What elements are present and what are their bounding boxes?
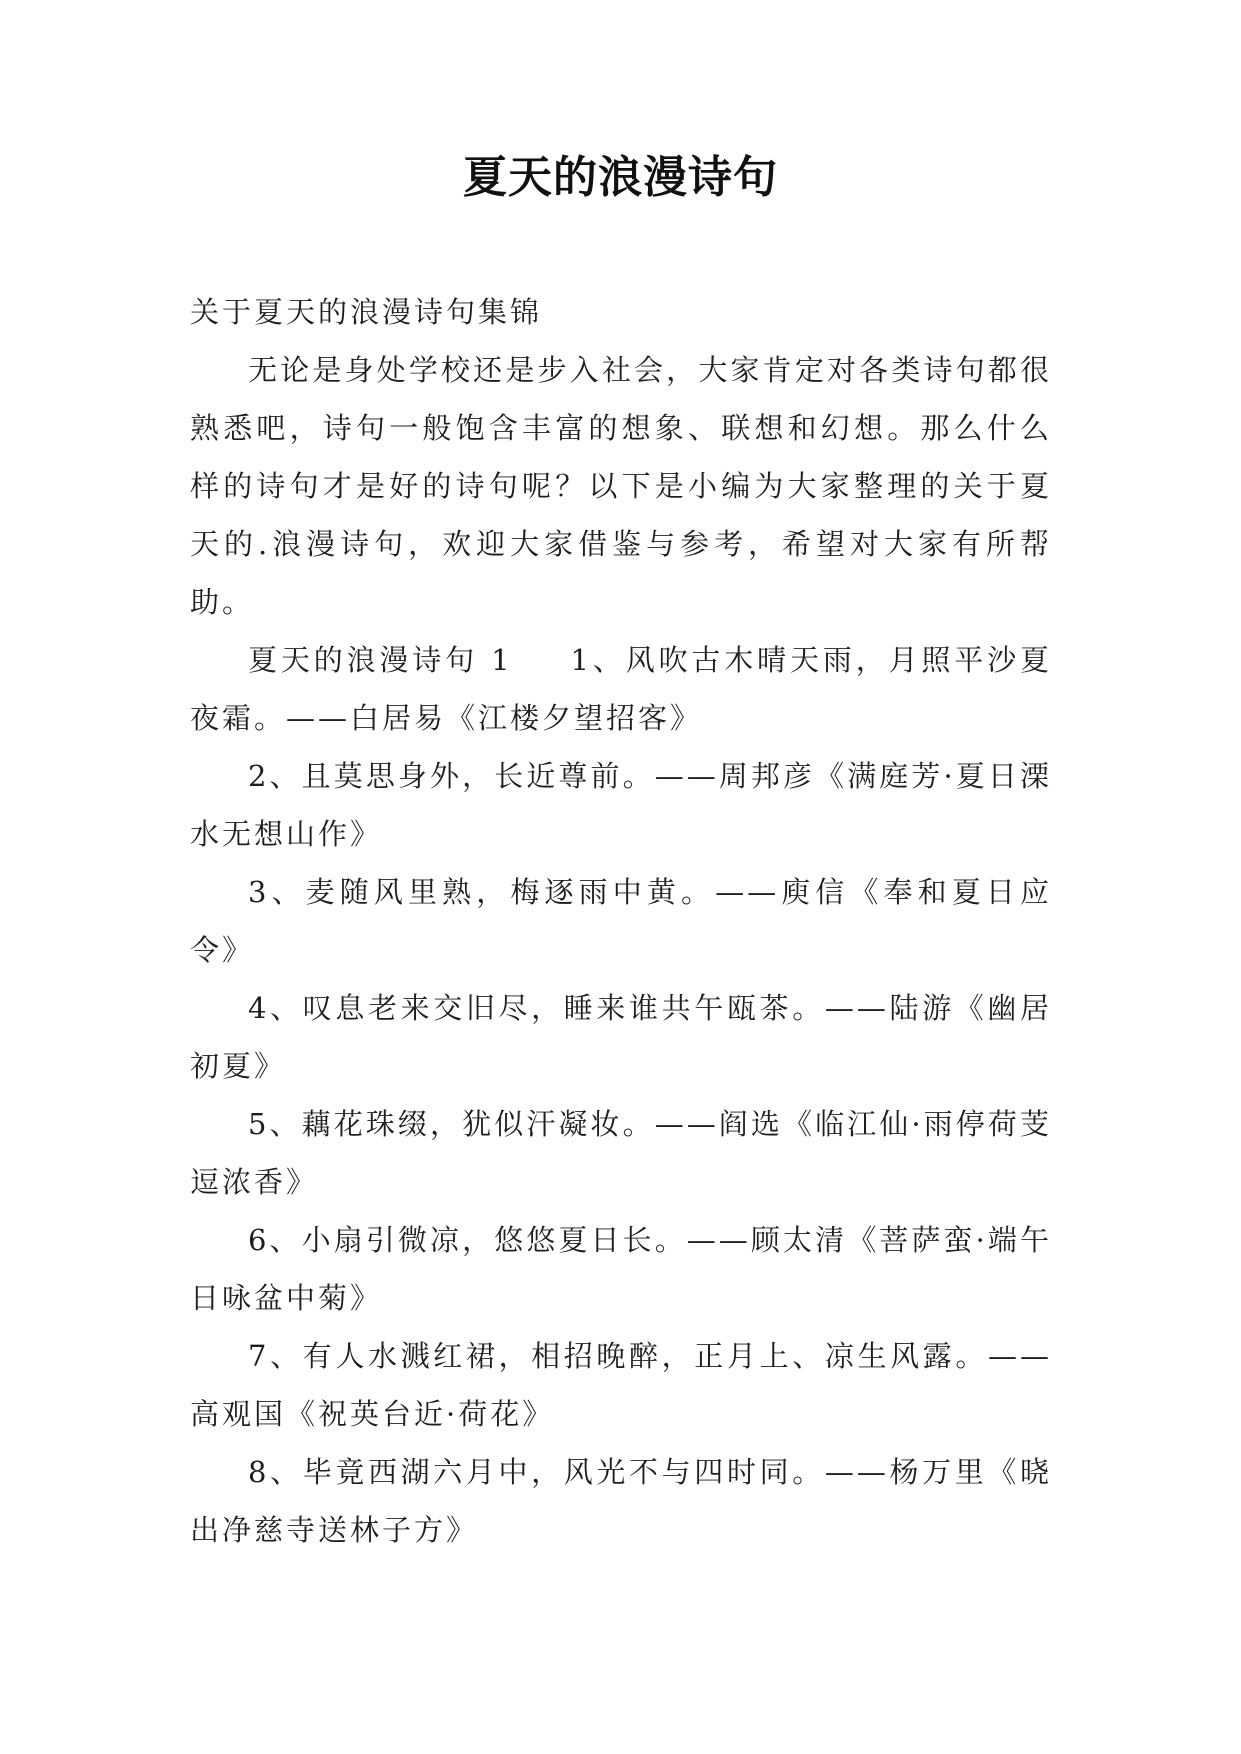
document-subheading: 关于夏天的浪漫诗句集锦 (190, 295, 543, 329)
poem-line: 2、且莫思身外，长近尊前。——周邦彦《满庭芳·夏日溧水无想山作》 (190, 759, 1052, 851)
poem-line: 1、风吹古木晴天雨，月照平沙夏夜霜。——白居易《江楼夕望招客》 (190, 643, 1053, 735)
document-body (190, 283, 1052, 1559)
poem-line: 8、毕竟西湖六月中，风光不与四时同。——杨万里《晓出净慈寺送林子方》 (190, 1455, 1052, 1547)
poem-line: 4、叹息老来交旧尽，睡来谁共午瓯茶。——陆游《幽居初夏》 (190, 991, 1052, 1083)
poem-line: 7、有人水溅红裙，相招晚醉，正月上、凉生风露。——高观国《祝英台近·荷花》 (190, 1339, 1052, 1431)
intro-paragraph: 无论是身处学校还是步入社会，大家肯定对各类诗句都很熟悉吧，诗句一般饱含丰富的想象、联想和幻想。那么什么样的诗句才是好的诗句呢？以下是小编为大家整理的关于夏天的.浪漫诗句，欢迎大家借鉴与参考，希望对大家有所帮助。 (190, 353, 1052, 619)
poem-line-1-paragraph (190, 631, 1052, 747)
section-label: 夏天的浪漫诗句 1 (248, 643, 513, 677)
document-title: 夏天的浪漫诗句 (463, 152, 778, 203)
poem-line: 5、藕花珠缀，犹似汗凝妆。——阎选《临江仙·雨停荷芰逗浓香》 (190, 1107, 1052, 1199)
poem-line: 6、小扇引微凉，悠悠夏日长。——顾太清《菩萨蛮·端午日咏盆中菊》 (190, 1223, 1052, 1315)
poem-line: 3、麦随风里熟，梅逐雨中黄。——庾信《奉和夏日应令》 (190, 875, 1052, 967)
